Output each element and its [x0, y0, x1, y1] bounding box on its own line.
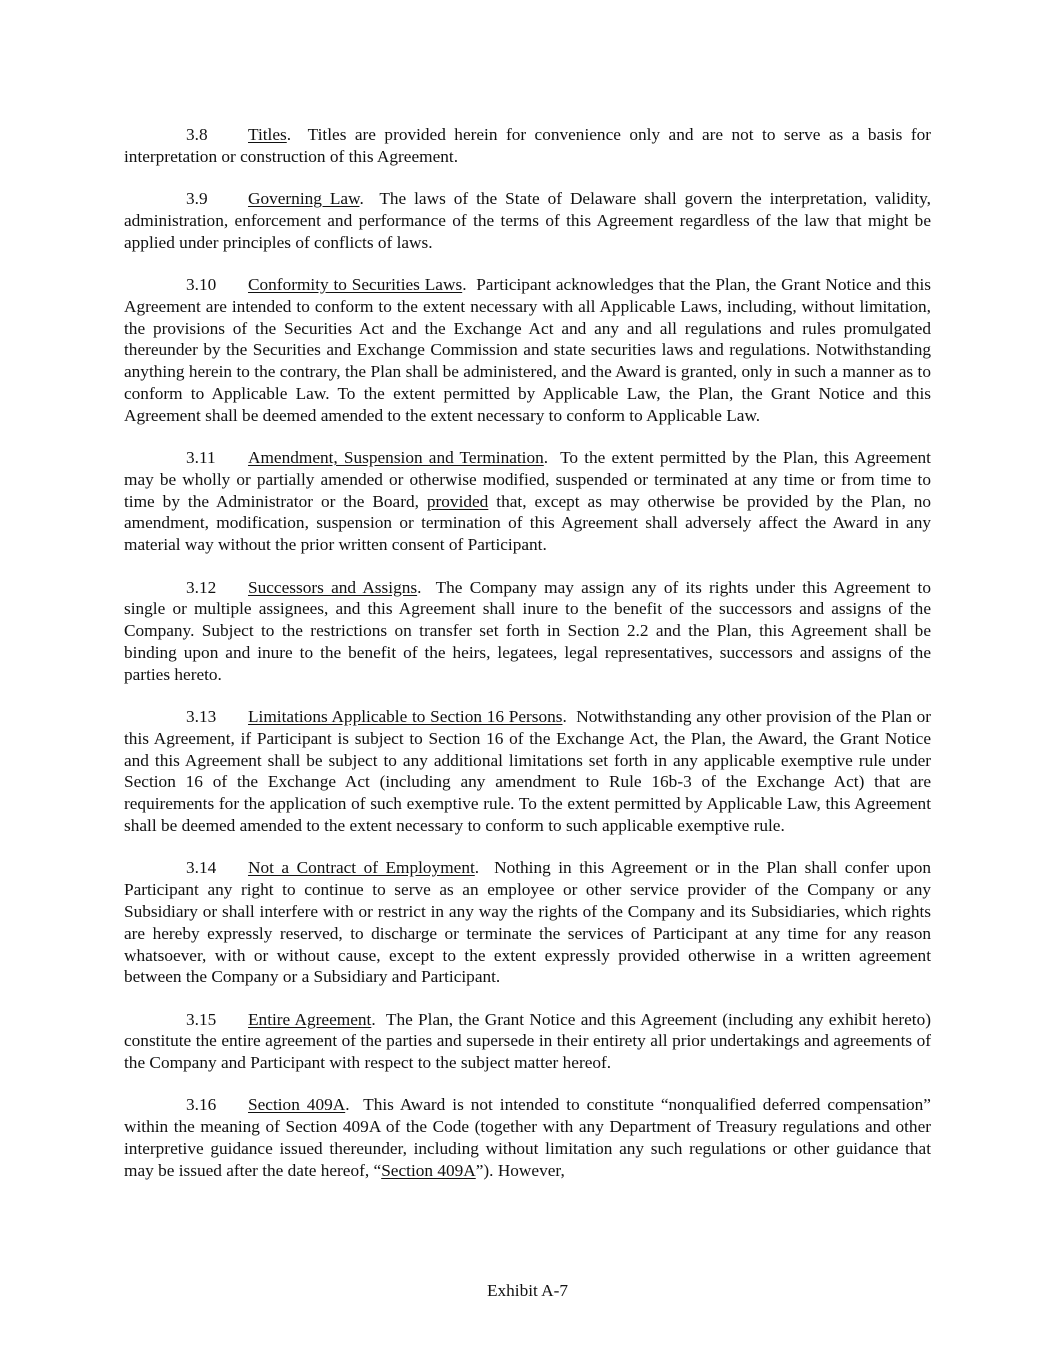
section-number: 3.8 — [186, 125, 208, 144]
section-number: 3.13 — [186, 707, 217, 727]
page-footer: Exhibit A-7 — [486, 1281, 569, 1300]
section-heading: Limitations Applicable to Section 16 Persons — [248, 707, 563, 727]
section-heading: Section 409A — [248, 1095, 346, 1115]
section-heading: Governing Law — [248, 189, 360, 209]
section-number: 3.16 — [186, 1095, 217, 1115]
section-text: Notwithstanding any other provision of the Plan or this Agreement, if Participant is subject to Section 16 of the Exchange Act, the Plan, the Award, the Grant Notice and this Agreement shall be subject to any additional limitations set forth in any applicable exemptive rule under Section 16 of the Exchange Act (including any amendment to Rule 16b-3 of the Exchange Act) that are requirements for the application of such exemptive rule. To the extent permitted by Applicable Law, this Agreement shall be deemed amended to the extent necessary to conform to such applicable exemptive rule. — [124, 707, 931, 836]
section-3-15: 3.15 Entire Agreement. The Plan, the Grant Notice and this Agreement (including any exhibit hereto) constitute the entire agreement of the parties and supersede in their entirety all prior undertakings and agreements of the Company and Participant with respect to the subject matter hereof. — [124, 1009, 931, 1073]
section-text: Titles are provided herein for convenience only and are not to serve as a basis for interpretation or construction of this Agreement. — [124, 125, 931, 166]
section-heading: Successors and Assigns — [248, 577, 418, 597]
section-text: The Company may assign any of its rights under this Agreement to single or multiple assignees, and this Agreement shall inure to the benefit of the successors and assigns of the Company. Subject to the restrictions on transfer set forth in Section 2.2 and the Plan, this Agreement shall be binding upon and inure to the benefit of the heirs, legatees, legal representatives, successors and assigns of the parties hereto. — [124, 577, 931, 684]
section-text: Participant acknowledges that the Plan, the Grant Notice and this Agreement are intended to conform to the extent necessary with all Applicable Laws, including, without limitation, the provisions of the Securities Act and the Exchange Act and any and all regulations and rules promulgated thereunder by the Securities and Exchange Commission and state securities laws and regulations. Notwithstanding anything herein to the contrary, the Plan shall be administered, and the Award is granted, only in such a manner as to conform to Applicable Law. To the extent permitted by Applicable Law, the Plan, the Grant Notice and this Agreement shall be deemed amended to the extent necessary to conform to Applicable Law. — [124, 274, 931, 425]
section-number: 3.14 — [186, 858, 217, 878]
section-text: Nothing in this Agreement or in the Plan shall confer upon Participant any right to continue to serve as an employee or other service provider of the Company or any Subsidiary or shall interfere with or restrict in any way the rights of the Company and its Subsidiaries, which rights are hereby expressly reserved, to discharge or terminate the services of Participant at any time for any reason whatsoever, with or without cause, except to the extent expressly provided otherwise in a written agreement between the Company or a Subsidiary and Participant. — [124, 858, 931, 987]
section-heading: Conformity to Securities Laws — [248, 274, 463, 294]
section-heading: Titles — [248, 125, 287, 144]
section-text-continued: ”). However, — [475, 1160, 565, 1180]
section-3-8: 3.8 Titles. Titles are provided herein for convenience only and are not to serve as a basis for interpretation or construction of this Agreement. — [124, 125, 931, 166]
section-3-12: 3.12 Successors and Assigns. The Company may assign any of its rights under this Agreement to single or multiple assignees, and this Agreement shall inure to the benefit of the successors and assigns of the Company. Subject to the restrictions on transfer set forth in Section 2.2 and the Plan, this Agreement shall be binding upon and inure to the benefit of the heirs, legatees, legal representatives, successors and assigns of the parties hereto. — [124, 577, 931, 684]
section-number: 3.9 — [186, 189, 208, 209]
provided-term: provided — [426, 491, 489, 511]
section-text: The laws of the State of Delaware shall govern the interpretation, validity, administration, enforcement and performance of the terms of this Agreement regardless of the law that might be applied under principles of conflicts of laws. — [124, 189, 931, 252]
section-3-11: 3.11 Amendment, Suspension and Termination. To the extent permitted by the Plan, this Agreement may be wholly or partially amended or otherwise modified, suspended or terminated at any time or from time to time by the Administrator or the Board, provided that, except as may otherwise be provided by the Plan, no amendment, modification, suspension or termination of this Agreement shall adversely affect the Award in any material way without the prior written consent of Participant. — [124, 448, 931, 555]
section-number: 3.10 — [186, 274, 217, 294]
section-3-13: 3.13 Limitations Applicable to Section 16 Persons. Notwithstanding any other provision of the Plan or this Agreement, if Participant is subject to Section 16 of the Exchange Act, the Plan, the Award, the Grant Notice and this Agreement shall be subject to any additional limitations set forth in any applicable exemptive rule under Section 16 of the Exchange Act (including any amendment to Rule 16b-3 of the Exchange Act) that are requirements for the application of such exemptive rule. To the extent permitted by Applicable Law, this Agreement shall be deemed amended to the extent necessary to conform to such applicable exemptive rule. — [124, 707, 931, 836]
section-3-16: 3.16 Section 409A. This Award is not intended to constitute “nonqualified deferred compensation” within the meaning of Section 409A of the Code (together with any Department of Treasury regulations and other interpretive guidance issued thereunder, including without limitation any such regulations or other guidance that may be issued after the date hereof, “Section 409A”). However, — [124, 1095, 931, 1180]
defined-term-section-409a: Section 409A — [381, 1160, 476, 1180]
section-text-continued: that, except as may otherwise be provided by the Plan, no amendment, modification, suspension or termination of this Agreement shall adversely affect the Award in any material way without the prior written consent of Participant. — [124, 491, 931, 555]
section-text: The Plan, the Grant Notice and this Agreement (including any exhibit hereto) constitute the entire agreement of the parties and supersede in their entirety all prior undertakings and agreements of the Company and Participant with respect to the subject matter hereof. — [124, 1009, 931, 1073]
document-page — [124, 124, 931, 1202]
section-3-9: 3.9 Governing Law. The laws of the State of Delaware shall govern the interpretation, validity, administration, enforcement and performance of the terms of this Agreement regardless of the law that might be applied under principles of conflicts of laws. — [124, 189, 931, 252]
section-number: 3.12 — [186, 577, 217, 597]
section-text: This Award is not intended to constitute “nonqualified deferred compensation” within the meaning of Section 409A of the Code (together with any Department of Treasury regulations and other interpretive guidance issued thereunder, including without limitation any such regulations or other guidance that may be issued after the date hereof, “ — [124, 1095, 931, 1180]
section-heading: Entire Agreement — [248, 1009, 372, 1029]
section-heading: Not a Contract of Employment — [248, 858, 475, 878]
section-number: 3.15 — [186, 1009, 217, 1029]
section-heading: Amendment, Suspension and Termination — [248, 448, 544, 468]
section-text: To the extent permitted by the Plan, this Agreement may be wholly or partially amended or otherwise modified, suspended or terminated at any time or from time to time by the Administrator or the Board, — [124, 448, 931, 511]
section-number: 3.11 — [186, 448, 216, 468]
section-3-10: 3.10 Conformity to Securities Laws. Participant acknowledges that the Plan, the Grant Notice and this Agreement are intended to conform to the extent necessary with all Applicable Laws, including, without limitation, the provisions of the Securities Act and the Exchange Act and any and all regulations and rules promulgated thereunder by the Securities and Exchange Commission and state securities laws and regulations. Notwithstanding anything herein to the contrary, the Plan shall be administered, and the Award is granted, only in such a manner as to conform to Applicable Law. To the extent permitted by Applicable Law, the Plan, the Grant Notice and this Agreement shall be deemed amended to the extent necessary to conform to Applicable Law. — [124, 274, 931, 425]
section-3-14: 3.14 Not a Contract of Employment. Nothing in this Agreement or in the Plan shall confer upon Participant any right to continue to serve as an employee or other service provider of the Company or any Subsidiary or shall interfere with or restrict in any way the rights of the Company and its Subsidiaries, which rights are hereby expressly reserved, to discharge or terminate the services of Participant at any time for any reason whatsoever, with or without cause, except to the extent expressly provided otherwise in a written agreement between the Company or a Subsidiary and Participant. — [124, 858, 931, 987]
